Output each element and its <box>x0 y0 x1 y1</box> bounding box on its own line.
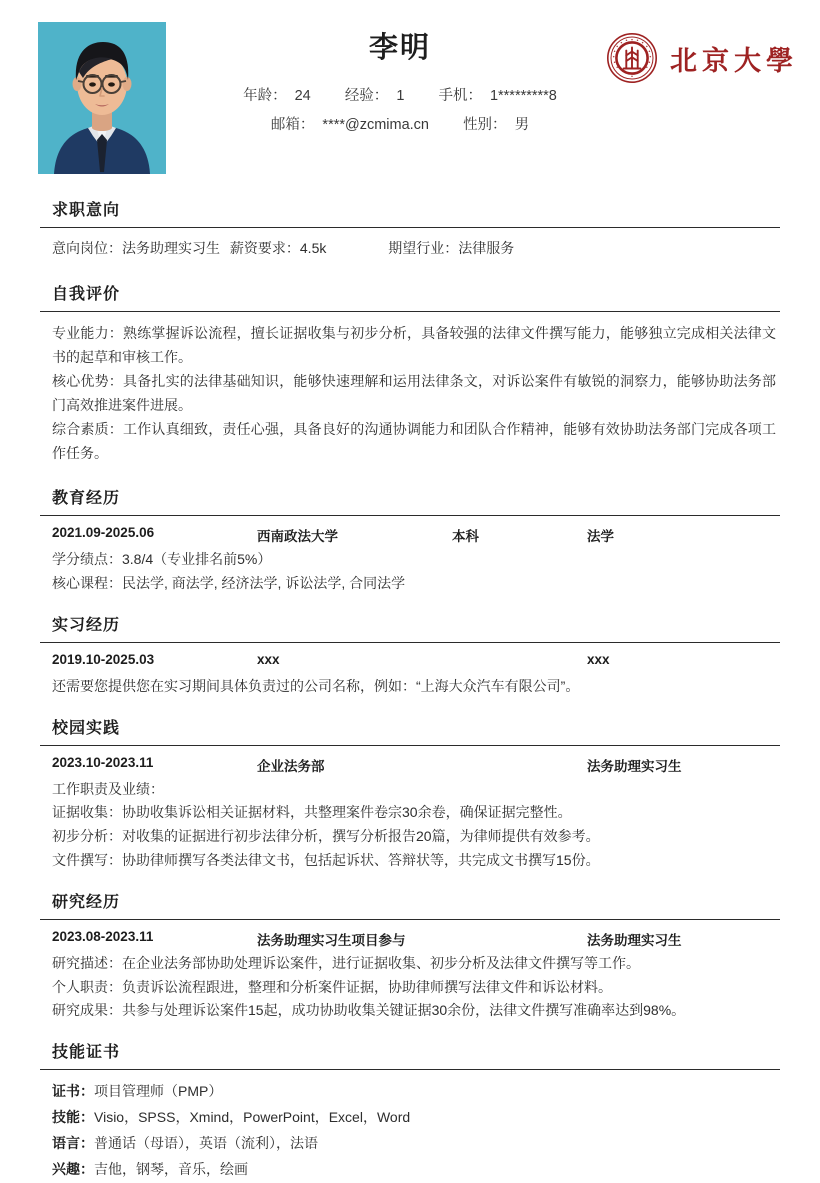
section-title-internship: 实习经历 <box>52 616 121 634</box>
email-value: ****@zcmima.cn <box>322 117 429 134</box>
section-body-skills <box>40 1079 780 1183</box>
certificate-value: 项目管理师（PMP） <box>94 1083 223 1100</box>
spacer <box>0 261 820 281</box>
language-label: 语言： <box>52 1135 94 1152</box>
section-divider <box>40 515 780 516</box>
section-body-job-intent <box>40 237 780 261</box>
gender-field <box>463 111 529 140</box>
section-title-skills: 技能证书 <box>52 1044 121 1062</box>
industry-label: 期望行业： <box>388 240 459 256</box>
section-body-campus-practice <box>40 755 780 873</box>
skills-label: 技能： <box>52 1109 94 1126</box>
section-title-job-intent: 求职意向 <box>52 202 121 219</box>
section-internship <box>0 612 820 699</box>
education-date: 2021.09-2025.06 <box>52 525 155 541</box>
section-body-self-evaluation <box>40 321 780 465</box>
section-divider <box>40 919 780 920</box>
section-skills <box>0 1039 820 1183</box>
research-entry-header <box>52 929 776 952</box>
skills-row <box>52 1131 776 1157</box>
section-research <box>0 889 820 1023</box>
campus-practice-detail-line: 初步分析：对收集的证据进行初步法律分析，撰写分析报告20篇，为律师提供有效参考。 <box>52 828 600 845</box>
internship-detail-line: 还需要您提供您在实习期间具体负责过的公司名称，例如：“上海大众汽车有限公司”。 <box>52 677 580 694</box>
education-entry-header <box>52 525 776 548</box>
campus-practice-detail-line: 文件撰写：协助律师撰写各类法律文书，包括起诉状、答辩状等，共完成文书撰写15份。 <box>52 852 600 869</box>
self-evaluation-paragraph: 核心优势：具备扎实的法律基础知识，能够快速理解和运用法律条文，对诉讼案件有敏锐的洞察力，能够协助法务部门高效推进案件进展。 <box>52 372 776 414</box>
section-divider <box>40 227 780 228</box>
internship-date: 2019.10-2025.03 <box>52 651 155 667</box>
university-name: 北京大學 <box>670 45 798 76</box>
resume-header <box>0 0 820 197</box>
email-field <box>271 111 429 140</box>
section-title-campus-practice: 校园实践 <box>52 719 121 737</box>
age-label: 年龄： <box>243 88 287 105</box>
education-detail-line: 学分绩点：3.8/4（专业排名前5%） <box>52 551 272 568</box>
age-field <box>243 82 311 111</box>
experience-label: 经验： <box>344 88 389 105</box>
meta-row-1 <box>190 82 610 111</box>
research-detail-line: 研究成果：共参与处理诉讼案件15起，成功协助收集关键证据30余份，法律文件撰写准确率达到98%。 <box>52 1002 686 1019</box>
skills-row <box>52 1079 776 1105</box>
research-project: 法务助理实习生项目参与 <box>257 932 406 948</box>
spacer <box>0 465 820 485</box>
skills-row <box>52 1105 776 1131</box>
salary-value: 4.5k <box>299 240 327 256</box>
job-intent-line <box>52 237 776 261</box>
campus-practice-detail-line: 工作职责及业绩： <box>52 780 164 797</box>
age-value: 24 <box>294 88 311 105</box>
spacer <box>0 873 820 889</box>
campus-practice-org: 企业法务部 <box>257 758 325 774</box>
education-detail-line: 核心课程：民法学, 商法学, 经济法学, 诉讼法学, 合同法学 <box>52 575 406 592</box>
section-body-education <box>40 525 780 596</box>
internship-company: xxx <box>257 651 280 667</box>
education-school: 西南政法大学 <box>257 529 338 545</box>
spacer <box>0 699 820 715</box>
portrait-photo <box>38 22 166 174</box>
section-title-education: 教育经历 <box>52 490 121 508</box>
experience-field <box>345 82 405 111</box>
meta-row-2 <box>190 111 610 140</box>
education-major: 法学 <box>587 529 614 545</box>
industry-value: 法律服务 <box>458 240 515 256</box>
peking-university-seal-icon <box>606 32 658 84</box>
section-body-research <box>40 929 780 1023</box>
section-title-self-evaluation: 自我评价 <box>52 285 121 303</box>
section-title-research: 研究经历 <box>52 893 121 911</box>
skills-row <box>52 1157 776 1183</box>
skills-value: Visio，SPSS，Xmind，PowerPoint，Excel，Word <box>94 1109 411 1126</box>
email-label: 邮箱： <box>270 117 315 134</box>
section-self-evaluation <box>0 281 820 465</box>
phone-field <box>438 82 556 111</box>
salary-label: 薪资要求： <box>229 240 300 256</box>
research-role: 法务助理实习生 <box>587 932 682 948</box>
page-title: 李明 <box>368 32 431 64</box>
section-divider <box>40 311 780 312</box>
self-evaluation-paragraph: 专业能力：熟练掌握诉讼流程，擅长证据收集与初步分析，具备较强的法律文件撰写能力，能够独立完成相关法律文书的起草和审核工作。 <box>52 324 776 365</box>
section-education <box>0 485 820 596</box>
research-date: 2023.08-2023.11 <box>52 928 154 944</box>
section-divider <box>40 642 780 643</box>
education-degree: 本科 <box>452 529 479 545</box>
section-body-internship <box>40 652 780 699</box>
spacer <box>0 1023 820 1039</box>
internship-entry-header <box>52 652 776 675</box>
gender-label: 性别： <box>463 117 507 134</box>
campus-practice-role: 法务助理实习生 <box>587 758 682 774</box>
campus-practice-entry-header <box>52 755 776 778</box>
position-value: 法务助理实习生 <box>122 240 220 256</box>
certificate-label: 证书： <box>52 1083 94 1100</box>
campus-practice-detail-line: 证据收集：协助收集诉讼相关证据材料，共整理案件卷宗30余卷，确保证据完整性。 <box>52 804 572 821</box>
self-evaluation-paragraph: 综合素质：工作认真细致，责任心强，具备良好的沟通协调能力和团队合作精神，能够有效协助法务部门完成各项工作任务。 <box>52 421 776 462</box>
phone-value: 1*********8 <box>489 88 557 105</box>
section-job-intent <box>0 197 820 261</box>
section-campus-practice <box>0 715 820 873</box>
campus-practice-date: 2023.10-2023.11 <box>52 754 154 770</box>
research-detail-line: 研究描述：在企业法务部协助处理诉讼案件，进行证据收集、初步分析及法律文件撰写等工作。 <box>52 954 640 971</box>
research-detail-line: 个人职责：负责诉讼流程跟进，整理和分析案件证据，协助律师撰写法律文件和诉讼材料。 <box>52 978 612 995</box>
experience-value: 1 <box>396 88 405 105</box>
spacer <box>0 596 820 612</box>
interest-value: 吉他，钢琴，音乐，绘画 <box>94 1160 248 1177</box>
position-label: 意向岗位： <box>52 240 122 256</box>
section-divider <box>40 1069 780 1070</box>
portrait-photo-graphic <box>38 22 166 174</box>
section-divider <box>40 745 780 746</box>
interest-label: 兴趣： <box>52 1160 94 1177</box>
gender-value: 男 <box>514 117 530 134</box>
internship-role: xxx <box>587 651 610 667</box>
phone-label: 手机： <box>438 88 482 105</box>
language-value: 普通话（母语），英语（流利），法语 <box>94 1135 318 1152</box>
university-logo <box>606 32 798 84</box>
header-identity <box>190 30 610 140</box>
